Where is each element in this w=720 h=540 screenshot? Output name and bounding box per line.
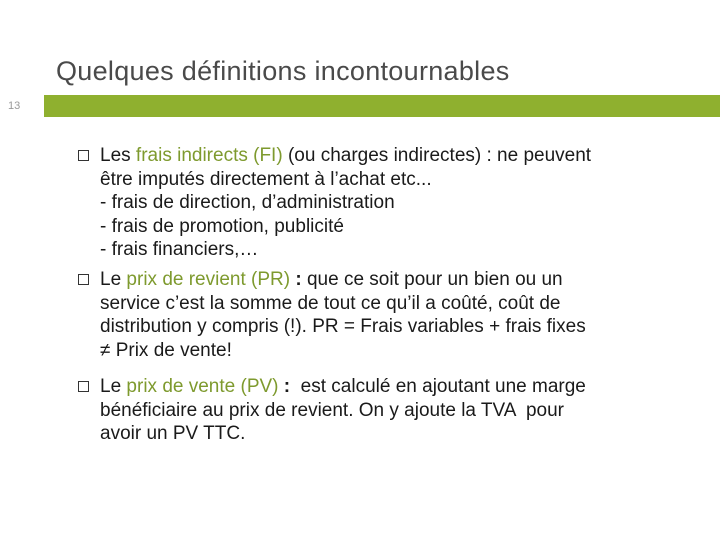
bullet-box-icon — [78, 274, 89, 285]
bullet-line: avoir un PV TTC. — [100, 423, 246, 444]
bullet-box-icon — [78, 150, 89, 161]
bullet-prix-de-revient — [78, 268, 688, 362]
term-prix-de-revient: prix de revient (PR) — [126, 269, 291, 290]
bullet-line: - frais de direction, d’administration — [100, 192, 395, 213]
text-post: que ce soit pour un bien ou un — [301, 269, 563, 290]
text-pre: Le — [100, 269, 127, 290]
slide-number: 13 — [8, 100, 21, 112]
bullet-text — [100, 375, 688, 446]
bullet-frais-indirects — [78, 144, 688, 262]
bullet-line: être imputés directement à l’achat etc... — [100, 168, 432, 190]
bullet-line: ≠ Prix de vente! — [100, 339, 232, 361]
text-pre: Les — [100, 145, 136, 166]
slide-title: Quelques définitions incontournables — [56, 56, 510, 86]
title-rule — [44, 95, 720, 117]
bullet-first-line — [100, 144, 688, 168]
bullet-first-line — [100, 375, 688, 399]
term-frais-indirects: frais indirects (FI) — [135, 145, 283, 166]
bullet-line: distribution y compris (!). PR = Frais variables + frais fixes — [100, 316, 586, 337]
bullet-box-icon — [78, 381, 89, 392]
term-colon: : — [290, 269, 302, 290]
term-prix-de-vente: prix de vente (PV) — [126, 376, 279, 397]
text-post: est calculé en ajoutant une marge — [290, 376, 586, 397]
bullet-first-line — [100, 268, 688, 292]
bullet-prix-de-vente — [78, 375, 688, 446]
bullet-line: - frais financiers,… — [100, 239, 259, 260]
bullet-text — [100, 268, 688, 362]
text-post: (ou charges indirectes) : ne peuvent — [282, 145, 592, 166]
term-colon: : — [278, 376, 291, 397]
bullet-line: bénéficiaire au prix de revient. On y ajoute la TVA pour — [100, 399, 565, 421]
bullet-text — [100, 144, 688, 262]
bullet-line: service c’est la somme de tout ce qu’il a coûté, coût de — [100, 292, 561, 314]
bullet-line: - frais de promotion, publicité — [100, 215, 344, 237]
text-pre: Le — [100, 376, 127, 397]
slide-number-box — [0, 95, 44, 117]
